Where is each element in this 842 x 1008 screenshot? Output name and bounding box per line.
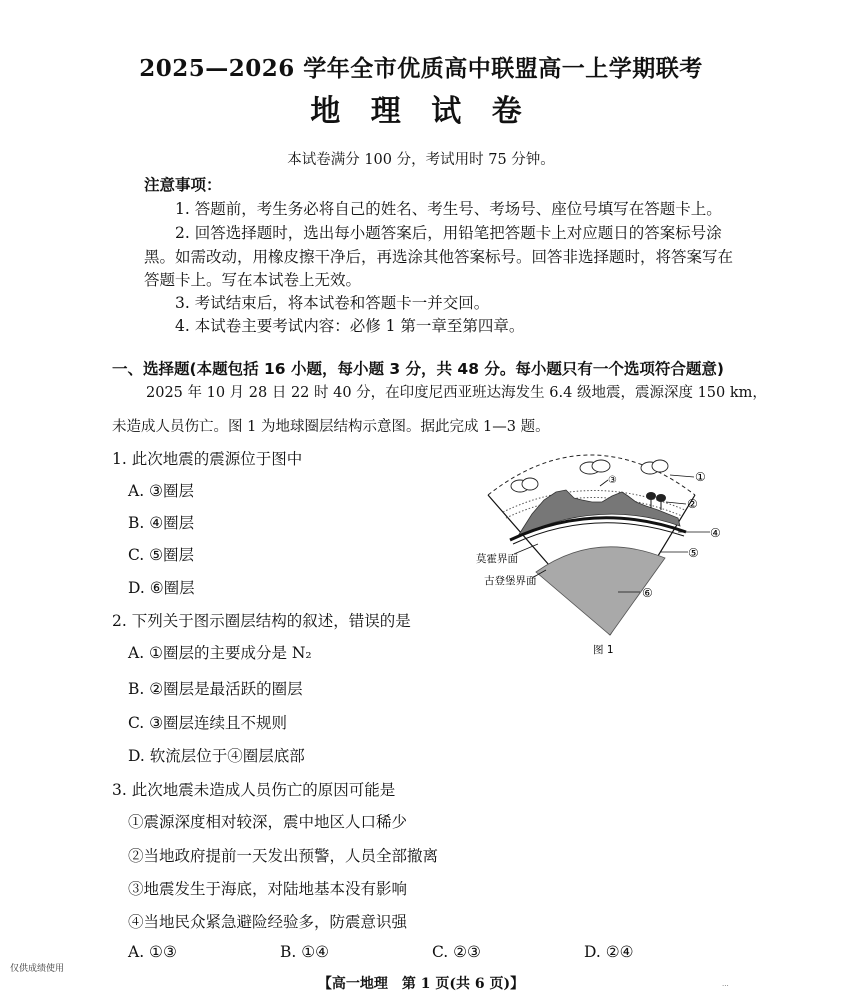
q2-option-b: B. ②圈层是最活跃的圈层 [128, 680, 303, 698]
q3-option-b: B. ①④ [280, 943, 330, 961]
question-3-stem: 3. 此次地震未造成人员伤亡的原因可能是 [112, 781, 396, 799]
q2-option-d: D. 软流层位于④圈层底部 [128, 747, 305, 765]
notice-line-6: 4. 本试卷主要考试内容：必修 1 第一章至第四章。 [175, 317, 525, 335]
cloud-icon-3 [641, 460, 668, 474]
label-4: ④ [710, 526, 721, 540]
label-moho: 莫霍界面 [476, 553, 518, 565]
q3-option-a: A. ①③ [128, 943, 177, 961]
section-heading: 一、选择题(本题包括 16 小题，每小题 3 分，共 48 分。每小题只有一个选项符合题意) [112, 360, 724, 378]
label-2: ② [687, 497, 698, 511]
q3-statement-1: ①震源深度相对较深，震中地区人口稀少 [128, 813, 408, 831]
q3-statement-4: ④当地民众紧急避险经验多，防震意识强 [128, 913, 408, 931]
label-5: ⑤ [688, 546, 699, 560]
cloud-icon-2 [580, 460, 610, 474]
q1-option-c: C. ⑤圈层 [128, 546, 195, 564]
earth-layers-diagram [470, 440, 730, 665]
q1-option-d: D. ⑥圈层 [128, 579, 195, 597]
label-1: ① [695, 470, 706, 484]
exam-info: 本试卷满分 100 分，考试用时 75 分钟。 [287, 152, 555, 168]
figure-caption: 图 1 [593, 644, 614, 656]
notice-line-4: 答题卡上。写在本试卷上无效。 [144, 271, 362, 289]
intro-line-1: 2025 年 10 月 28 日 22 时 40 分，在印度尼西亚班达海发生 6.4 级地震，震源深度 150 km， [146, 385, 767, 401]
notice-line-1: 1. 答题前，考生务必将自己的姓名、考生号、考场号、座位号填写在答题卡上。 [175, 200, 722, 218]
cloud-icon-1 [511, 478, 538, 492]
label-gutenberg: 古登堡界面 [484, 575, 537, 587]
q1-option-a: A. ③圈层 [128, 482, 194, 500]
earth-layers-figure [470, 440, 730, 669]
label-6: ⑥ [642, 586, 653, 600]
notice-line-2: 2. 回答选择题时，选出每小题答案后，用铅笔把答题卡上对应题日的答案标号涂 [175, 224, 722, 242]
question-2-stem: 2. 下列关于图示圈层结构的叙述，错误的是 [112, 612, 411, 630]
corner-mark: ... [722, 980, 729, 988]
q2-option-a: A. ①圈层的主要成分是 N₂ [128, 644, 312, 662]
notice-line-3: 黑。如需改动，用橡皮擦干净后，再选涂其他答案标号。回答非选择题时，将答案写在 [144, 248, 734, 266]
q3-statement-3: ③地震发生于海底，对陆地基本没有影响 [128, 880, 408, 898]
q2-option-c: C. ③圈层连续且不规则 [128, 714, 288, 732]
q3-option-c: C. ②③ [432, 943, 481, 961]
notice-heading: 注意事项： [144, 176, 222, 194]
exam-title: 2025—2026 学年全市优质高中联盟高一上学期联考 [139, 55, 703, 82]
notice-line-5: 3. 考试结束后，将本试卷和答题卡一并交回。 [175, 294, 490, 312]
corner-note: 仅供成绩使用 [10, 964, 65, 974]
intro-line-2: 未造成人员伤亡。图 1 为地球圈层结构示意图。据此完成 1—3 题。 [112, 419, 550, 435]
q3-option-d: D. ②④ [584, 943, 634, 961]
page-footer: 【高一地理 第 1 页(共 6 页)】 [317, 976, 525, 992]
q3-statement-2: ②当地政府提前一天发出预警，人员全部撤离 [128, 847, 439, 865]
subject-title: 地 理 试 卷 [310, 94, 532, 129]
q1-option-b: B. ④圈层 [128, 514, 195, 532]
question-1-stem: 1. 此次地震的震源位于图中 [112, 450, 303, 468]
label-3: ③ [608, 475, 617, 486]
